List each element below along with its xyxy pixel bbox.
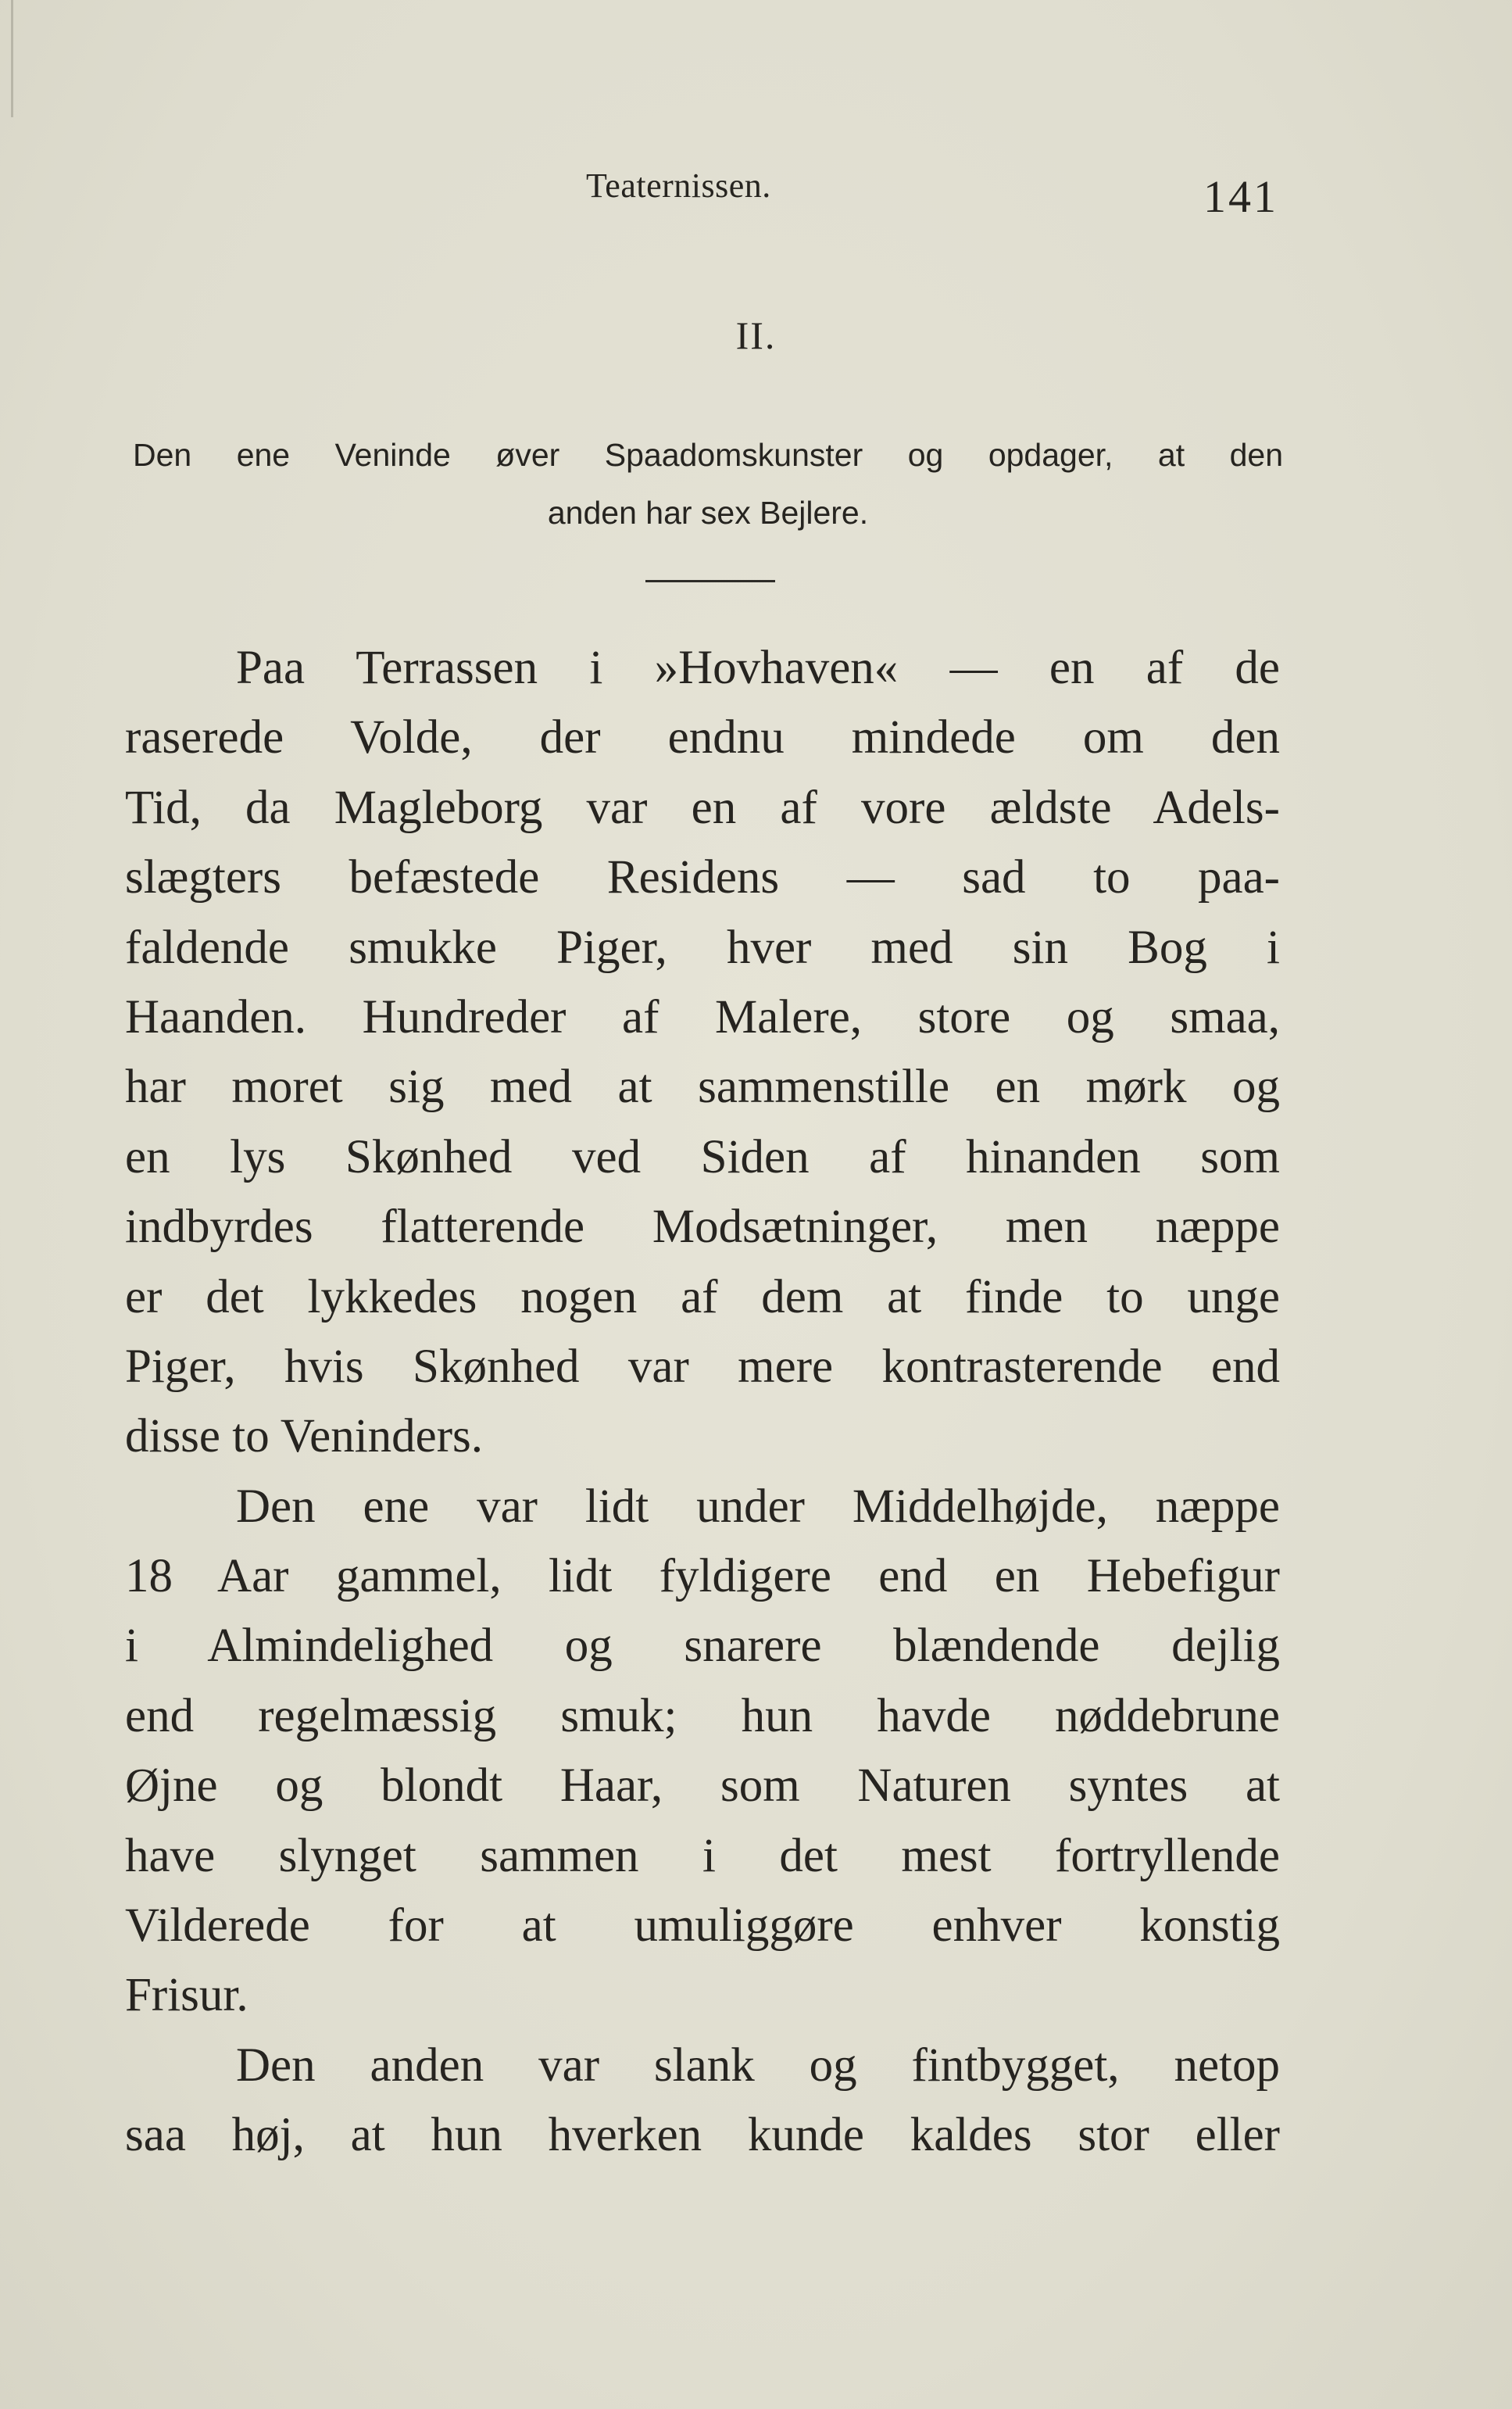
text-line: end regelmæssig smuk; hun havde nøddebrune	[125, 1689, 1280, 1742]
text-line: have slynget sammen i det mest fortryllende	[125, 1829, 1280, 1882]
text-line: 18 Aar gammel, lidt fyldigere end en Hebefigur	[125, 1550, 1280, 1603]
text-line: Paa Terrassen i »Hovhaven« — en af de	[236, 642, 1280, 694]
text-line: Øjne og blondt Haar, som Naturen syntes at	[125, 1759, 1280, 1813]
text-line: har moret sig med at sammenstille en mørk og	[125, 1061, 1280, 1114]
text-line: slægters befæstede Residens — sad to paa-	[125, 851, 1280, 904]
text-line: er det lykkedes nogen af dem at finde to unge	[125, 1270, 1280, 1323]
text-line: Frisur.	[125, 1969, 248, 2022]
chapter-number: II.	[735, 313, 777, 357]
text-line: raserede Volde, der endnu mindede om den	[125, 711, 1280, 764]
section-rule	[645, 580, 775, 582]
text-line: Den ene var lidt under Middelhøjde, næppe	[236, 1480, 1280, 1533]
text-line: faldende smukke Piger, hver med sin Bog i	[125, 921, 1280, 974]
body-text	[125, 633, 1280, 2171]
running-title: Teaternissen.	[586, 166, 771, 205]
text-line: Haanden. Hundreder af Malere, store og smaa,	[125, 990, 1280, 1043]
text-line: en lys Skønhed ved Siden af hinanden som	[125, 1130, 1280, 1183]
running-head	[0, 166, 1512, 222]
text-line: i Almindelighed og snarere blændende dejlig	[125, 1620, 1280, 1673]
text-line: Vilderede for at umuliggøre enhver konstig	[125, 1899, 1280, 1953]
text-line: indbyrdes flatterende Modsætninger, men næppe	[125, 1201, 1280, 1254]
text-line: disse to Veninders.	[125, 1410, 484, 1463]
text-line: Den anden var slank og fintbygget, netop	[236, 2039, 1280, 2092]
text-line: Tid, da Magleborg var en af vore ældste Adels-	[125, 781, 1280, 834]
scan-edge-line	[11, 0, 13, 117]
text-line: saa høj, at hun hverken kunde kaldes stor eller	[125, 2109, 1280, 2162]
summary-line: Den ene Veninde øver Spaadomskunster og opdager, at den	[133, 437, 1283, 473]
text-line: Piger, hvis Skønhed var mere kontrasterende end	[125, 1340, 1280, 1393]
summary-line: anden har sex Bejlere.	[547, 495, 869, 531]
chapter-summary	[133, 426, 1283, 542]
page-number: 141	[1203, 171, 1278, 222]
